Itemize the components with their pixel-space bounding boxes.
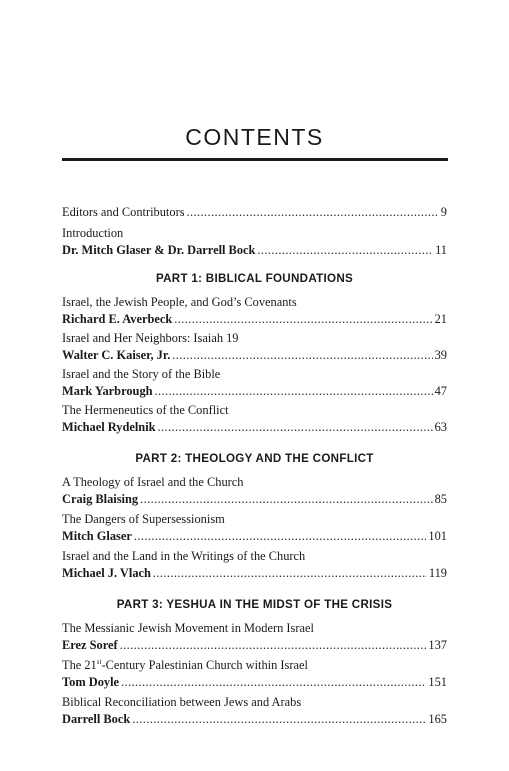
entry-author: Erez Soref [62,638,118,652]
toc-entry-editors[interactable] [62,204,447,221]
page-title: CONTENTS [185,124,324,150]
entry-title: Biblical Reconciliation between Jews and Arabs [62,695,302,709]
entry-author: Mitch Glaser [62,529,132,543]
toc-entry[interactable] [62,330,447,364]
page-number: 119 [428,566,447,580]
entry-title: The Hermeneutics of the Conflict [62,403,229,417]
entry-author: Michael J. Vlach [62,566,151,580]
entry-title [62,657,447,674]
entry-author: Craig Blaising [62,492,139,506]
entry-title: Israel and the Land in the Writings of the Church [62,549,306,563]
page-number: 101 [428,529,447,543]
page-number: 85 [434,492,447,506]
toc-entry[interactable] [62,366,447,400]
toc-entry[interactable] [62,548,447,582]
entry-title: Israel, the Jewish People, and God’s Covenants [62,295,297,309]
page-number: 9 [440,205,447,219]
page-number: 39 [434,348,447,362]
dot-leader [153,565,427,582]
toc-entry[interactable] [62,294,447,328]
dot-leader [121,674,426,691]
page-number: 47 [434,384,447,398]
page-number: 11 [435,243,447,257]
part-heading-1: PART 1: BIBLICAL FOUNDATIONS [155,272,354,285]
entry-author: Tom Doyle [62,675,120,689]
entry-author: Walter C. Kaiser, Jr. [62,348,171,362]
dot-leader [172,347,432,364]
entry-title-part: -Century Palestinian Church within Israel [101,658,308,672]
toc-entry[interactable] [62,474,447,508]
entry-author: Darrell Bock [62,712,131,726]
entry-title: Israel and the Story of the Bible [62,367,221,381]
toc-entry[interactable] [62,402,447,436]
entry-author: Michael Rydelnik [62,420,156,434]
entry-author: Richard E. Averbeck [62,312,173,326]
page-number: 21 [434,312,447,326]
dot-leader [134,528,427,545]
toc-entry[interactable] [62,511,447,545]
entry-author: Mark Yarbrough [62,384,153,398]
entry-title-part: The 21 [62,658,97,672]
page-number: 165 [428,712,447,726]
entry-title: Israel and Her Neighbors: Isaiah 19 [62,331,239,345]
entry-author: Dr. Mitch Glaser & Dr. Darrell Bock [62,243,256,257]
entry-title: The Messianic Jewish Movement in Modern Israel [62,621,314,635]
dot-leader [120,637,427,654]
entry-title: Introduction [62,226,124,240]
dot-leader [158,419,433,436]
part-heading-2: PART 2: THEOLOGY AND THE CONFLICT [135,452,374,465]
dot-leader [140,491,433,508]
dot-leader [187,204,439,221]
ordinal-suffix: st [96,657,102,666]
toc-entry[interactable] [62,657,447,691]
page-number: 137 [428,638,447,652]
entry-title: Editors and Contributors [62,205,185,219]
page-number: 151 [428,675,447,689]
toc-entry[interactable] [62,694,447,728]
title-rule [62,158,448,161]
page-number: 63 [434,420,447,434]
dot-leader [132,711,426,728]
dot-leader [257,242,433,259]
dot-leader [174,311,432,328]
toc-entry[interactable] [62,620,447,654]
toc-entry-introduction[interactable] [62,225,447,259]
part-heading-3: PART 3: YESHUA IN THE MIDST OF THE CRISIS [116,598,393,611]
entry-title: A Theology of Israel and the Church [62,475,244,489]
dot-leader [155,383,433,400]
entry-title: The Dangers of Supersessionism [62,512,225,526]
